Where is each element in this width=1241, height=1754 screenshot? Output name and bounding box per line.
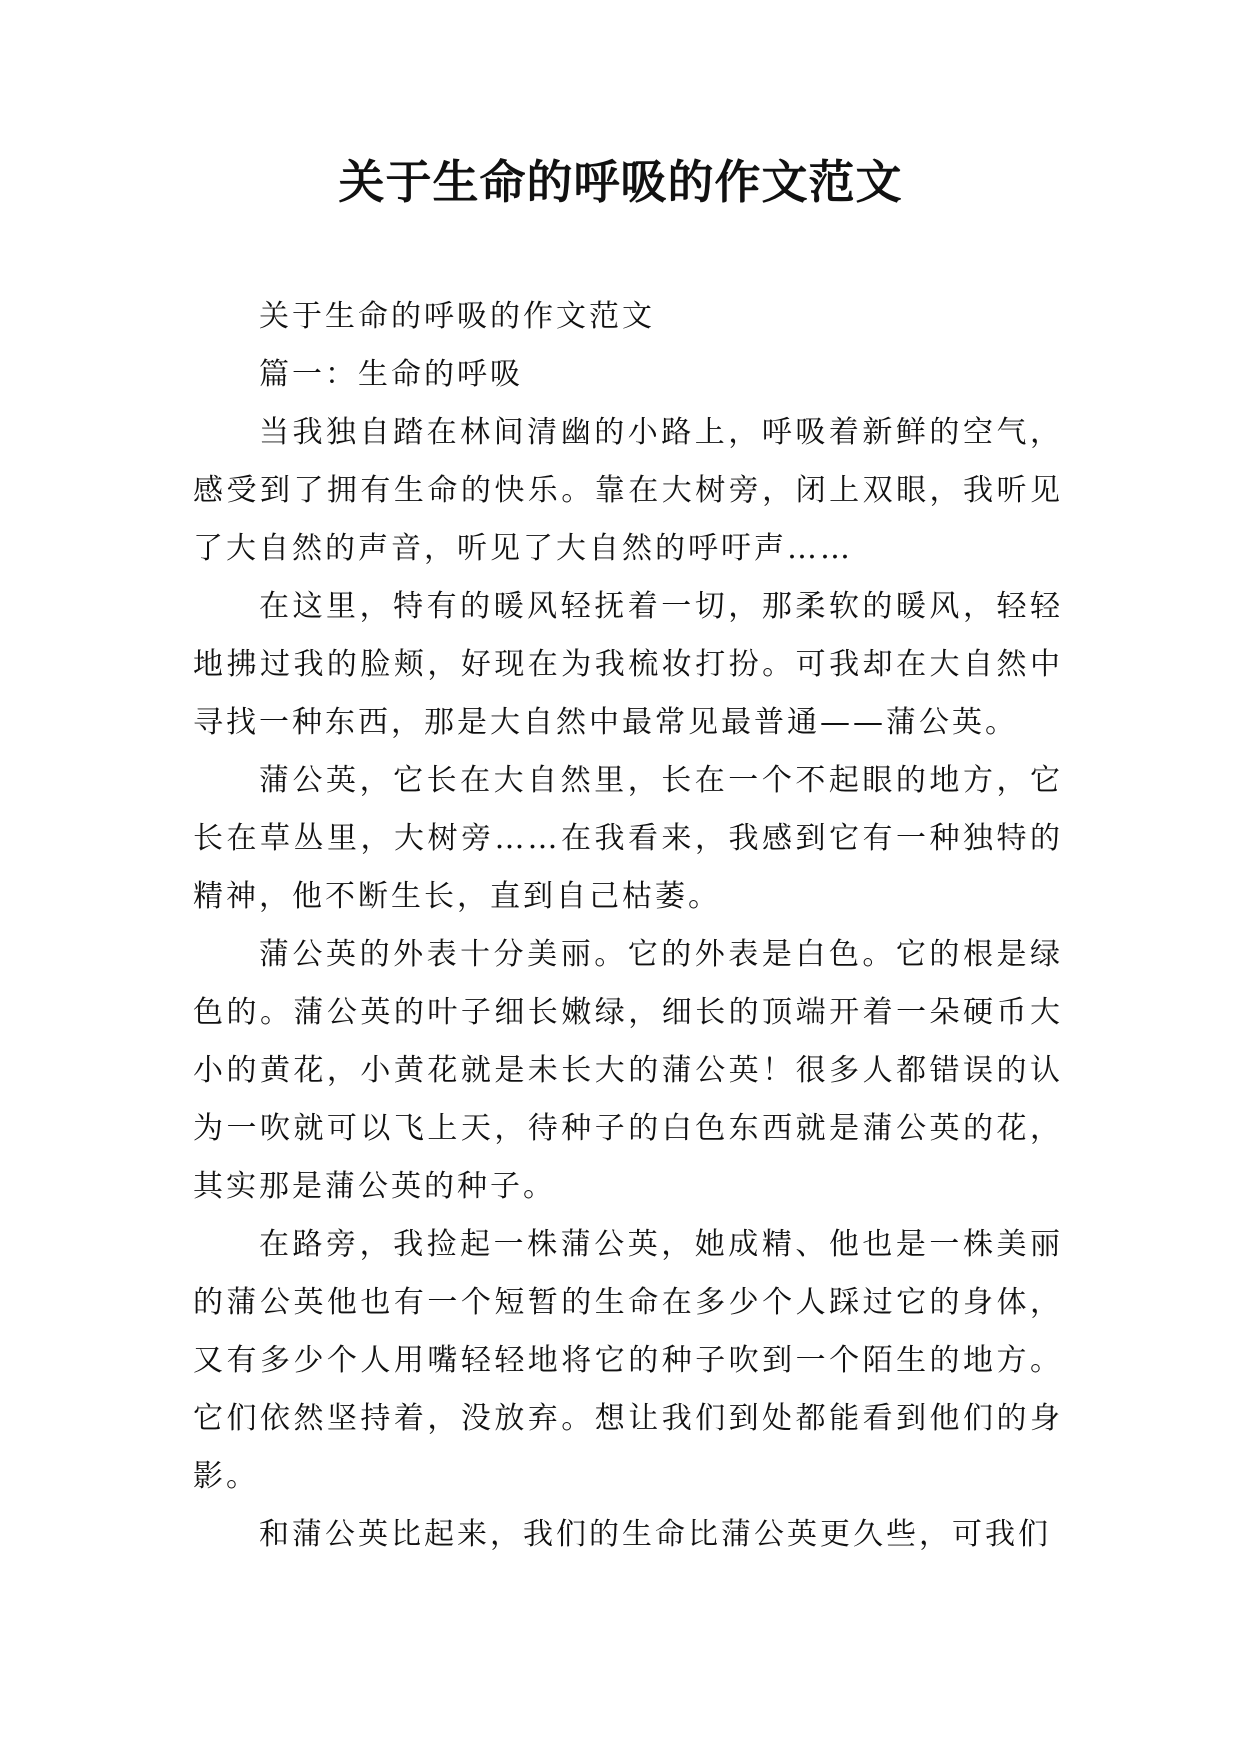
paragraph: 和蒲公英比起来，我们的生命比蒲公英更久些，可我们 [259,1517,1051,1552]
paragraph: 在路旁，我捡起一株蒲公英，她成精、他也是一株美丽的蒲公英他也有一个短暂的生命在多少个人踩过它的身体，又有多少个人用嘴轻轻地将它的种子吹到一个陌生的地方。它们依然坚持着，没放弃。想让我们到处都能看到他们的身影。 [193,1227,1063,1494]
paragraph-subtitle: 关于生命的呼吸的作文范文 [259,299,655,334]
document-body [193,288,1063,1564]
paragraph: 在这里，特有的暖风轻抚着一切，那柔软的暖风，轻轻地拂过我的脸颊，好现在为我梳妆打扮。可我却在大自然中寻找一种东西，那是大自然中最常见最普通——蒲公英。 [193,589,1063,740]
paragraph: 当我独自踏在林间清幽的小路上，呼吸着新鲜的空气，感受到了拥有生命的快乐。靠在大树旁，闭上双眼，我听见了大自然的声音，听见了大自然的呼吁声…… [193,415,1063,566]
paragraph: 蒲公英，它长在大自然里，长在一个不起眼的地方，它长在草丛里，大树旁……在我看来，我感到它有一种独特的精神，他不断生长，直到自己枯萎。 [193,763,1063,914]
paragraph-section-heading: 篇一：生命的呼吸 [259,357,523,392]
document-title: 关于生命的呼吸的作文范文 [338,155,903,209]
paragraph: 蒲公英的外表十分美丽。它的外表是白色。它的根是绿色的。蒲公英的叶子细长嫩绿，细长的顶端开着一朵硬币大小的黄花，小黄花就是未长大的蒲公英！很多人都错误的认为一吹就可以飞上天，待种子的白色东西就是蒲公英的花，其实那是蒲公英的种子。 [193,937,1063,1204]
